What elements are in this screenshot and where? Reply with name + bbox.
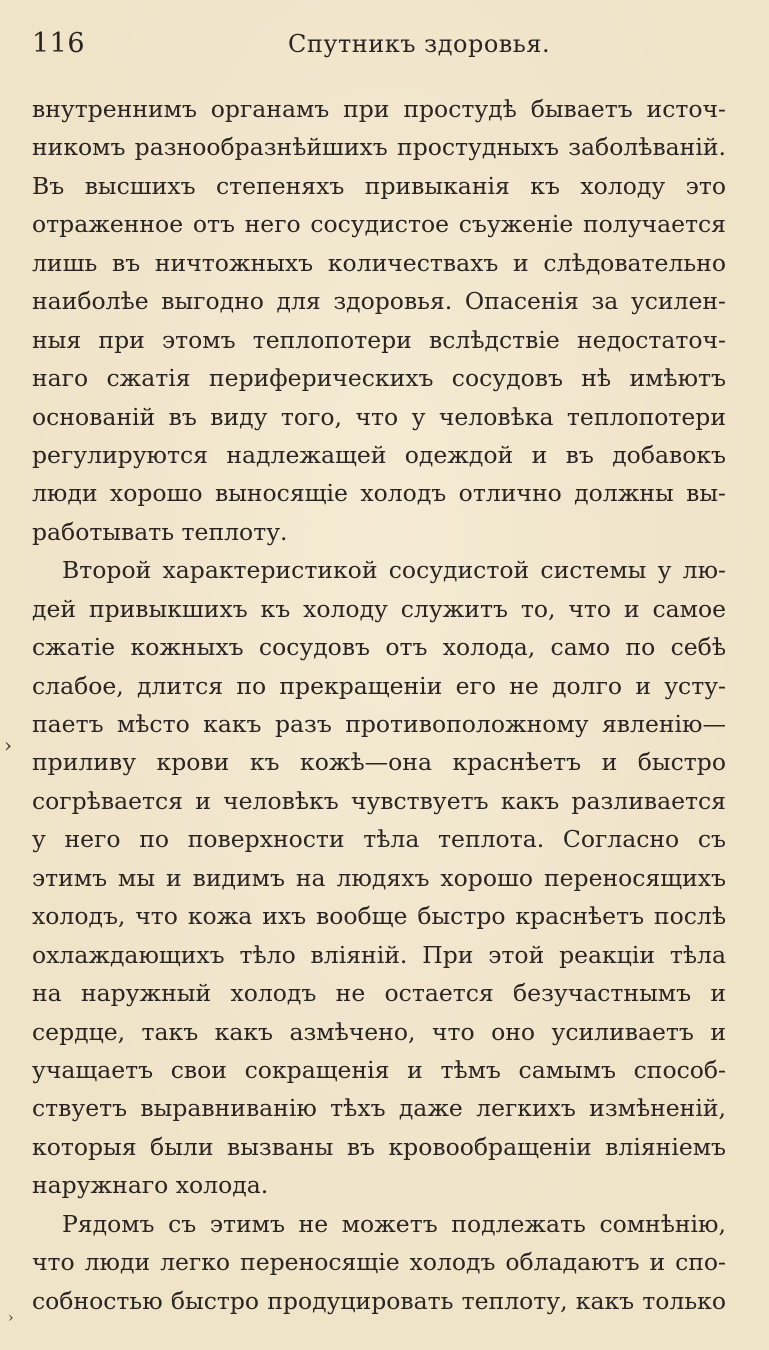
text-line: охлаждающихъ тѣло вліяній. При этой реакціи тѣла (32, 940, 726, 969)
text-line: согрѣвается и человѣкъ чувствуетъ какъ разливается (32, 786, 726, 815)
text-line: на наружный холодъ не остается безучастнымъ и (32, 979, 726, 1008)
text-line: ныя при этомъ теплопотери вслѣдствіе недостаточ- (32, 325, 726, 354)
corner-mark-icon: › (8, 1310, 14, 1326)
text-line: паетъ мѣсто какъ разъ противоположному явленію— (32, 710, 726, 738)
text-line: что люди легко переносящіе холодъ обладаютъ и спо- (32, 1248, 726, 1277)
text-line: Въ высшихъ степеняхъ привыканія къ холоду это (32, 171, 726, 200)
text-line: люди хорошо выносящіе холодъ отлично должны вы- (32, 479, 726, 508)
page-number: 116 (32, 28, 86, 59)
text-line: у него по поверхности тѣла теплота. Согласно съ (32, 825, 726, 854)
text-line: лишь въ ничтожныхъ количествахъ и слѣдовательно (32, 248, 726, 277)
text-line: этимъ мы и видимъ на людяхъ хорошо переносящихъ (32, 863, 726, 892)
text-line: собностью быстро продуцировать теплоту, какъ только (32, 1286, 726, 1315)
text-line: регулируются надлежащей одеждой и въ добавокъ (32, 440, 726, 469)
text-line-paragraph-end: работывать теплоту. (32, 517, 288, 546)
text-line-paragraph-start: Рядомъ съ этимъ не можетъ подлежать сомнѣнію, (62, 1209, 726, 1238)
margin-mark-icon: › (4, 733, 12, 757)
page-header (32, 24, 737, 64)
body-text (32, 90, 726, 1320)
text-line: внутреннимъ органамъ при простудѣ бываетъ источ- (32, 95, 726, 123)
text-line: ствуетъ выравниванію тѣхъ даже легкихъ измѣненій, (32, 1094, 726, 1123)
text-line: холодъ, что кожа ихъ вообще быстро краснѣетъ послѣ (32, 902, 726, 931)
text-line: наиболѣе выгодно для здоровья. Опасенія за усилен- (32, 287, 726, 316)
text-line: которыя были вызваны въ кровообращеніи вліяніемъ (32, 1132, 726, 1161)
text-line: слабое, длится по прекращеніи его не долго и усту- (32, 671, 726, 700)
text-line: учащаетъ свои сокращенія и тѣмъ самымъ способ- (32, 1055, 726, 1084)
text-line: сердце, такъ какъ азмѣчено, что оно усиливаетъ и (32, 1017, 726, 1046)
text-line: наго сжатія периферическихъ сосудовъ нѣ имѣютъ (32, 364, 726, 393)
text-line-paragraph-end: наружнаго холода. (32, 1171, 269, 1200)
text-line-paragraph-start: Второй характеристикой сосудистой системы у лю- (62, 556, 726, 585)
text-line: отраженное отъ него сосудистое съуженіе получается (32, 210, 726, 239)
running-title: Спутникъ здоровья. (288, 30, 551, 58)
text-line: дей привыкшихъ къ холоду служитъ то, что и самое (32, 594, 726, 623)
text-line: сжатіе кожныхъ сосудовъ отъ холода, само по себѣ (32, 633, 726, 662)
text-line: приливу крови къ кожѣ—она краснѣетъ и быстро (32, 748, 726, 777)
text-line: никомъ разнообразнѣйшихъ простудныхъ заболѣваній. (32, 133, 726, 162)
text-line: основаній въ виду того, что у человѣка теплопотери (32, 402, 726, 431)
